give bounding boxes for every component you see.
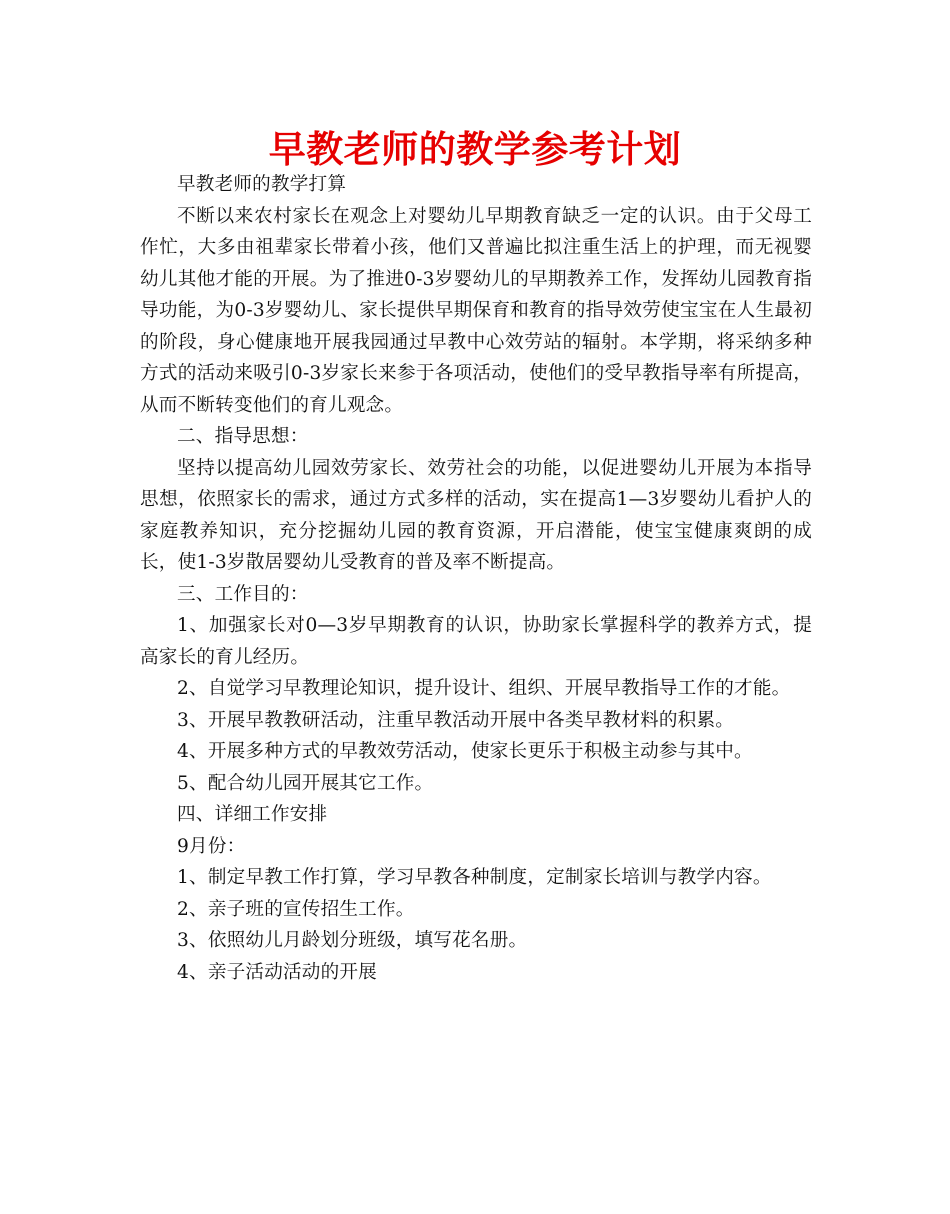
- list-item-goal-5: 5、配合幼儿园开展其它工作。: [177, 772, 434, 794]
- list-item-goal-1: 1、加强家长对0—3岁早期教育的认识，协助家长掌握科学的教养方式，提高家长的育儿经历。: [140, 615, 812, 668]
- document-title: 早教老师的教学参考计划: [268, 128, 682, 171]
- list-item-september-2: 2、亲子班的宣传招生工作。: [177, 898, 415, 920]
- schedule-month-september: 9月份：: [177, 835, 246, 857]
- paragraph-guiding-ideas: 坚持以提高幼儿园效劳家长、效劳社会的功能，以促进婴幼儿开展为本指导思想，依照家长的需求，通过方式多样的活动，实在提高1—3岁婴幼儿看护人的家庭教养知识，充分挖掘幼儿园的教育资源，开启潜能，使宝宝健康爽朗的成长，使1-3岁散居婴幼儿受教育的普及率不断提高。: [140, 457, 812, 573]
- paragraph-background: 不断以来农村家长在观念上对婴幼儿早期教育缺乏一定的认识。由于父母工作忙，大多由祖辈家长带着小孩，他们又普遍比拟注重生活上的护理，而无视婴幼儿其他才能的开展。为了推进0-3岁婴幼儿的早期教养工作，发挥幼儿园教育指导功能，为0-3岁婴幼儿、家长提供早期保育和教育的指导效劳使宝宝在人生最初的阶段，身心健康地开展我园通过早教中心效劳站的辐射。本学期，将采纳多种方式的活动来吸引0-3岁家长来参于各项活动，使他们的受早教指导率有所提高，从而不断转变他们的育儿观念。: [140, 205, 812, 416]
- paragraph-plan-heading: 早教老师的教学打算: [177, 174, 347, 195]
- list-item-goal-4: 4、开展多种方式的早教效劳活动，使家长更乐于积极主动参与其中。: [177, 741, 753, 762]
- section-heading-guiding-ideas: 二、指导思想：: [177, 426, 309, 447]
- list-item-goal-2: 2、自觉学习早教理论知识，提升设计、组织、开展早教指导工作的才能。: [177, 678, 791, 699]
- section-heading-work-schedule: 四、详细工作安排: [177, 804, 328, 825]
- list-item-september-4: 4、亲子活动活动的开展: [177, 961, 377, 983]
- list-item-goal-3: 3、开展早教教研活动，注重早教活动开展中各类早教材料的积累。: [177, 709, 735, 731]
- list-item-september-3: 3、依照幼儿月龄划分班级，填写花名册。: [177, 930, 528, 951]
- list-item-september-1: 1、制定早教工作打算，学习早教各种制度，定制家长培训与教学内容。: [177, 867, 772, 888]
- section-heading-work-goals: 三、工作目的：: [177, 583, 309, 605]
- document-body: [140, 169, 812, 988]
